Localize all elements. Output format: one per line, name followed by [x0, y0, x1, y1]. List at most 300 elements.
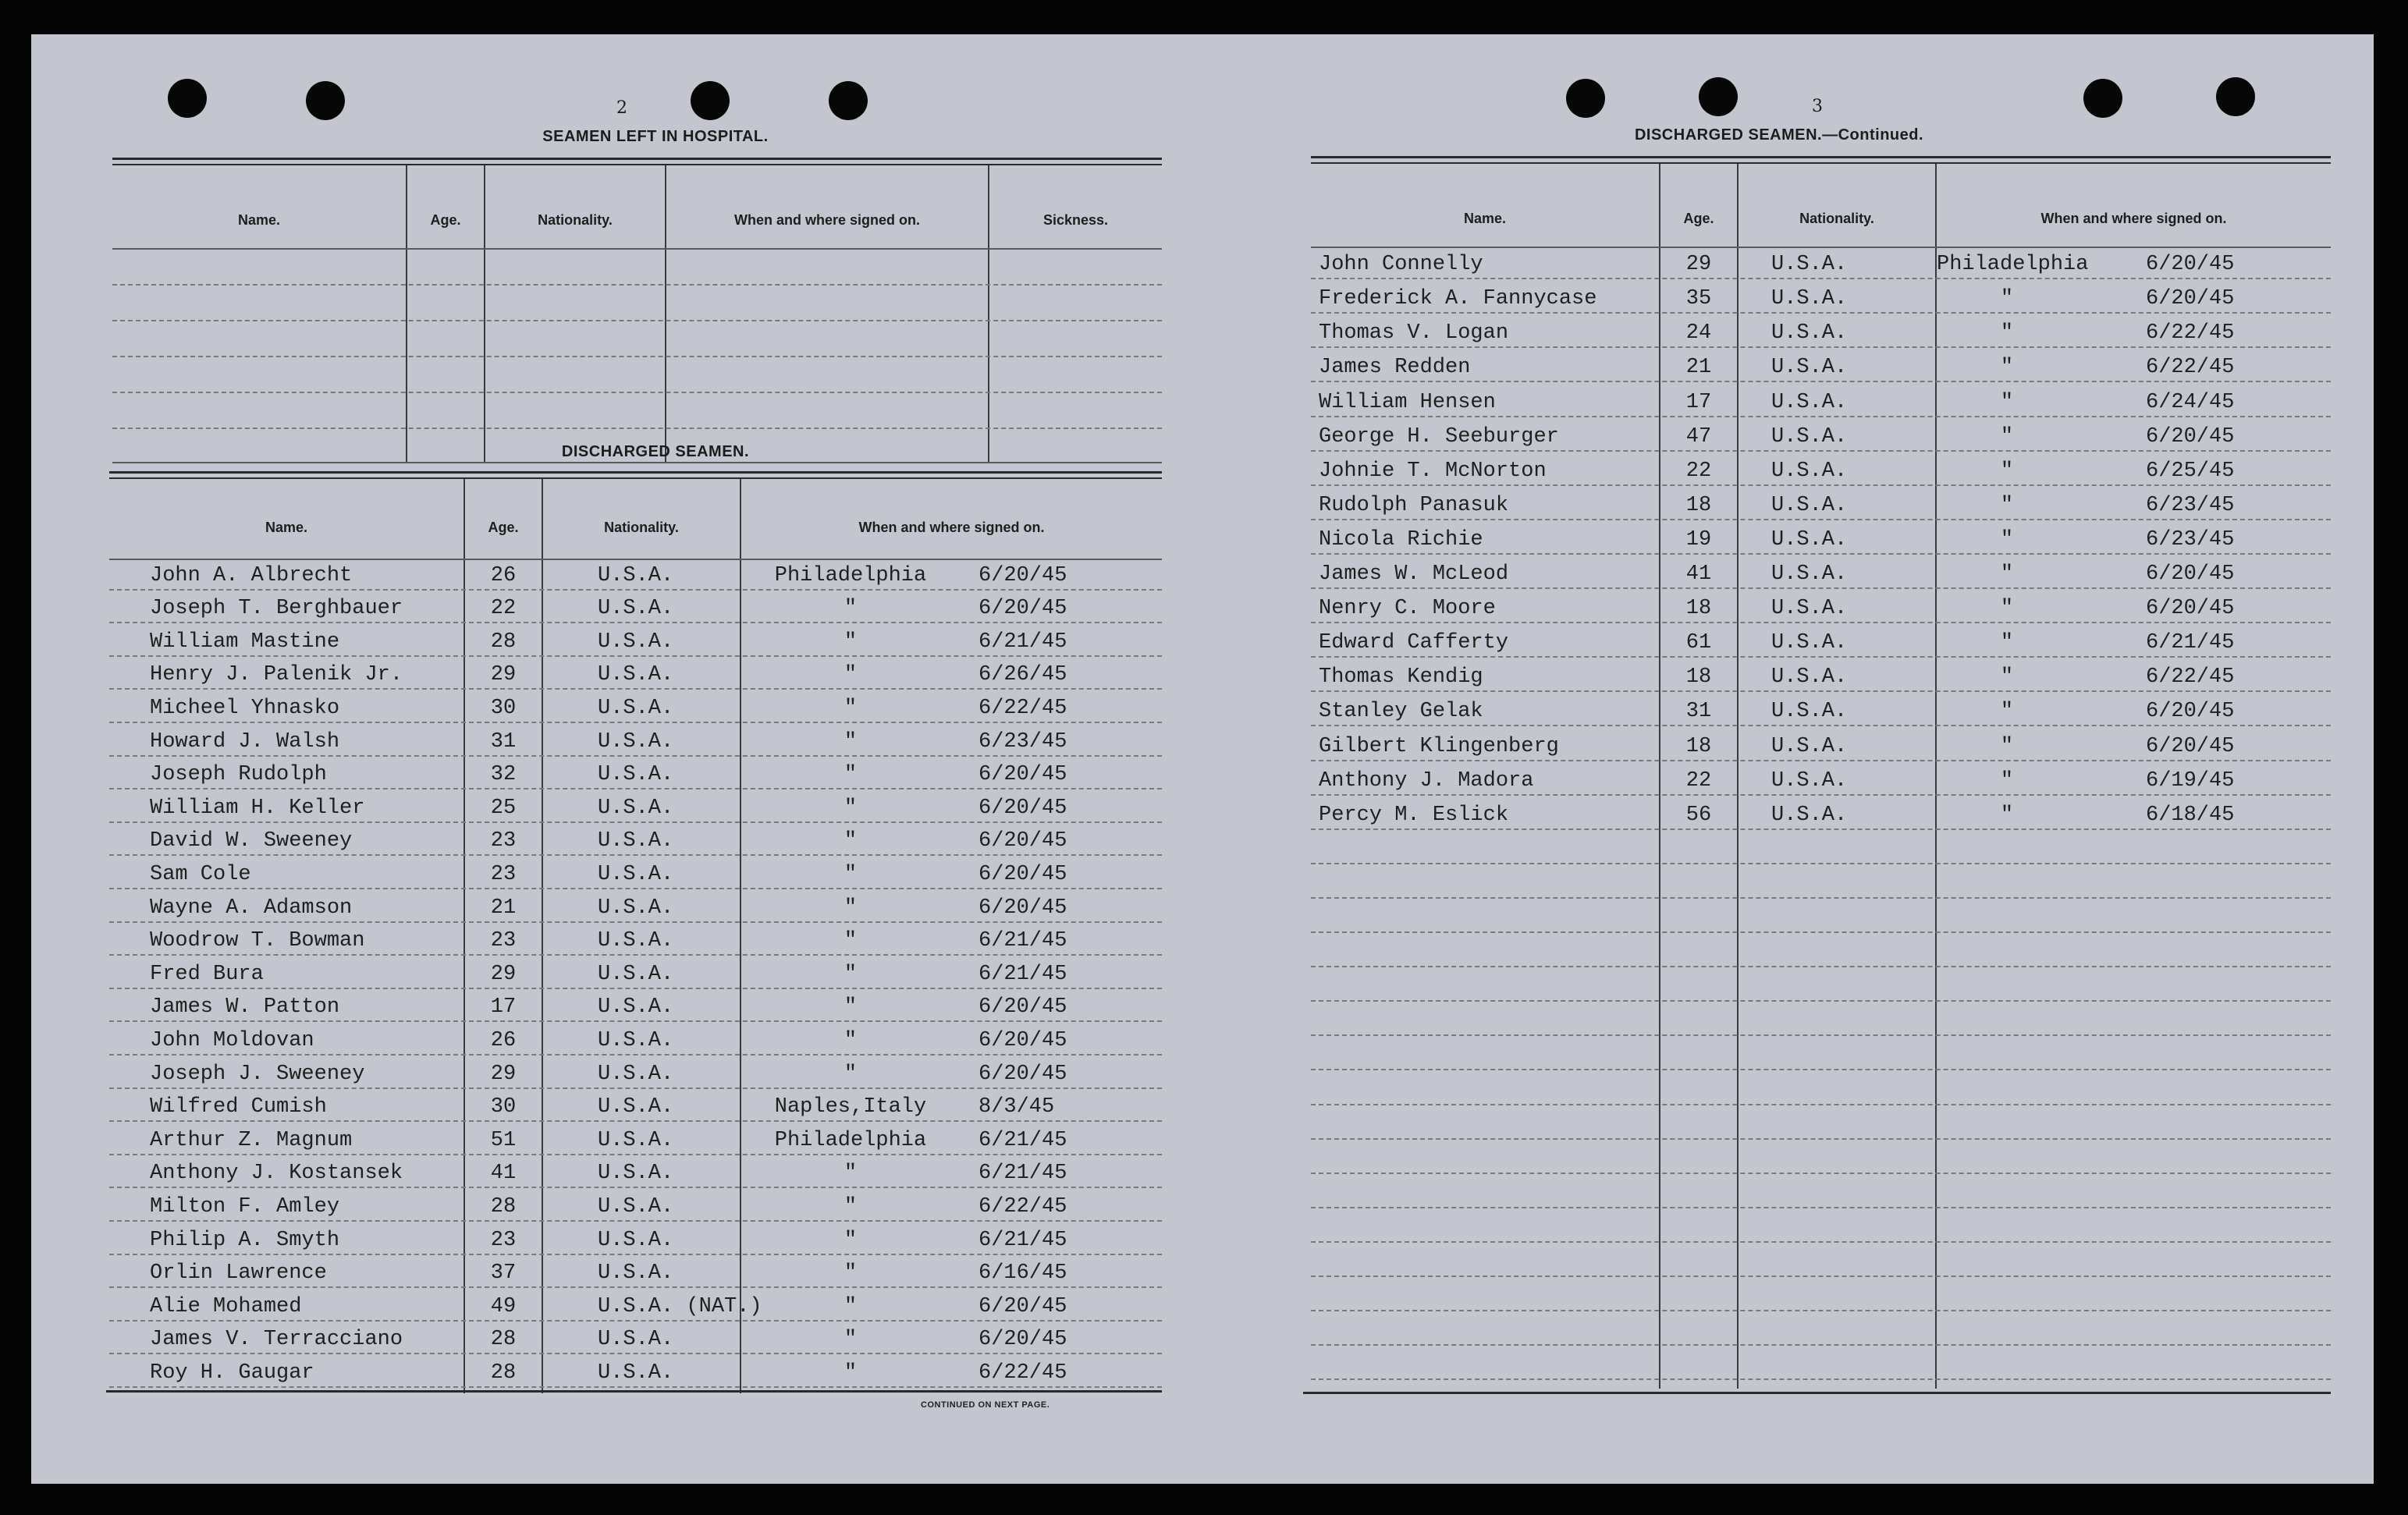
table-row: [109, 926, 1162, 954]
ruled-line: [1311, 725, 2331, 726]
ruled-line: [109, 1254, 1162, 1255]
seaman-age: 28: [490, 1328, 517, 1352]
ruled-line: [1311, 897, 2331, 899]
right-section-title: DISCHARGED SEAMEN.—Continued.: [1634, 126, 1924, 144]
signed-on-place: ": [844, 995, 858, 1020]
col-header-name: Name.: [1463, 211, 1507, 226]
table-bottom-rule: [106, 1390, 1162, 1393]
seaman-name: Nenry C. Moore: [1319, 597, 1496, 621]
table-row: [1303, 732, 2331, 760]
ruled-line: [1311, 416, 2331, 417]
signed-on-place: ": [2000, 665, 2014, 690]
ruled-line: [1311, 828, 2331, 830]
seaman-nationality: U.S.A.: [598, 1328, 674, 1352]
signed-on-place: ": [2000, 356, 2014, 380]
signed-on-place: ": [844, 597, 858, 621]
ruled-line: [1311, 863, 2331, 864]
signed-on-date: 6/20/45: [978, 763, 1067, 787]
table-row: [1303, 284, 2331, 312]
seaman-name: Wilfred Cumish: [150, 1095, 327, 1119]
ruled-line: [109, 1120, 1162, 1122]
table-row: [1303, 766, 2331, 794]
seaman-age: 21: [490, 896, 517, 920]
table-row: [1303, 662, 2331, 690]
seaman-age: 29: [1685, 253, 1712, 277]
signed-on-date: 6/20/45: [978, 1328, 1067, 1352]
signed-on-place: Philadelphia: [774, 1128, 927, 1152]
seaman-name: Anthony J. Madora: [1319, 768, 1534, 793]
seaman-name: William Hensen: [1319, 390, 1496, 414]
signed-on-date: 6/23/45: [2146, 527, 2235, 552]
seaman-age: 23: [490, 929, 517, 953]
table-row: [109, 1325, 1162, 1353]
seaman-age: 18: [1685, 734, 1712, 758]
table-row: [109, 660, 1162, 688]
seaman-nationality: U.S.A.: [598, 929, 674, 953]
seaman-age: 26: [490, 1029, 517, 1052]
page-number: 2: [616, 98, 627, 118]
seaman-name: William Mastine: [150, 630, 340, 654]
ruled-line: [1311, 1173, 2331, 1174]
seaman-nationality: U.S.A.: [598, 729, 674, 754]
signed-on-place: ": [844, 1162, 858, 1186]
ruled-line: [109, 1286, 1162, 1288]
seaman-age: 23: [490, 829, 517, 853]
signed-on-place: Philadelphia: [774, 563, 927, 587]
ruled-line: [109, 988, 1162, 989]
table-row: [109, 1258, 1162, 1286]
seaman-age: 25: [490, 796, 517, 820]
signed-on-place: ": [2000, 562, 2014, 586]
table-row: [109, 960, 1162, 988]
table-row: [109, 1158, 1162, 1187]
ruled-line: [109, 1353, 1162, 1354]
right-page: [1202, 34, 2374, 1484]
signed-on-place: ": [2000, 287, 2014, 311]
signed-on-place: ": [844, 962, 858, 986]
signed-on-date: 6/16/45: [978, 1261, 1067, 1286]
signed-on-place: ": [2000, 527, 2014, 552]
seaman-age: 28: [490, 1195, 517, 1219]
col-header-signed-on: When and where signed on.: [858, 520, 1045, 535]
signed-on-date: 6/20/45: [978, 1294, 1067, 1318]
signed-on-place: ": [844, 1261, 858, 1286]
signed-on-place: ": [844, 829, 858, 853]
discharged-table: [109, 479, 1162, 1393]
table-row: [109, 893, 1162, 921]
seaman-name: Edward Cafferty: [1319, 631, 1509, 655]
seaman-name: Nicola Richie: [1319, 527, 1483, 552]
seaman-name: James W. McLeod: [1319, 562, 1509, 586]
signed-on-place: ": [2000, 321, 2014, 346]
signed-on-place: ": [844, 697, 858, 720]
ruled-line: [1311, 519, 2331, 520]
ruled-line: [112, 320, 1162, 321]
seaman-age: 22: [490, 597, 517, 621]
signed-on-date: 6/20/45: [978, 995, 1067, 1020]
seaman-name: Anthony J. Kostansek: [150, 1162, 403, 1186]
seaman-name: Frederick A. Fannycase: [1319, 287, 1597, 311]
signed-on-date: 6/20/45: [2146, 597, 2235, 621]
ruled-line: [1311, 450, 2331, 452]
signed-on-place: ": [2000, 768, 2014, 793]
ruled-line: [112, 392, 1162, 393]
signed-on-date: 6/20/45: [978, 896, 1067, 920]
seaman-nationality: U.S.A.: [598, 1095, 674, 1119]
signed-on-place: ": [2000, 631, 2014, 655]
table-row: [1303, 559, 2331, 587]
signed-on-place: ": [844, 1328, 858, 1352]
signed-on-place: ": [844, 929, 858, 953]
signed-on-date: 6/25/45: [2146, 459, 2235, 483]
seaman-nationality: U.S.A.: [598, 697, 674, 720]
ruled-line: [112, 356, 1162, 357]
signed-on-date: 6/22/45: [2146, 321, 2235, 346]
table-row: [1303, 250, 2331, 278]
signed-on-place: ": [2000, 734, 2014, 758]
seaman-name: Stanley Gelak: [1319, 700, 1483, 724]
signed-on-date: 6/21/45: [978, 1128, 1067, 1152]
ruled-line: [1311, 1207, 2331, 1208]
col-header-age: Age.: [488, 520, 519, 535]
ruled-line: [109, 1087, 1162, 1089]
table-row: [109, 627, 1162, 655]
seaman-name: Arthur Z. Magnum: [150, 1128, 353, 1152]
seaman-nationality: U.S.A.: [1771, 700, 1848, 724]
signed-on-date: 6/20/45: [2146, 287, 2235, 311]
signed-on-place: ": [844, 863, 858, 886]
ruled-line: [1311, 931, 2331, 933]
seaman-age: 30: [490, 1095, 517, 1119]
signed-on-date: 6/23/45: [2146, 493, 2235, 517]
seaman-nationality: U.S.A. (NAT.): [598, 1294, 762, 1318]
header-divider: [1311, 247, 2331, 248]
table-row: [109, 561, 1162, 589]
discharged-section-title: DISCHARGED SEAMEN.: [561, 443, 750, 460]
seaman-age: 35: [1685, 287, 1712, 311]
table-row: [1303, 456, 2331, 484]
signed-on-place: ": [2000, 459, 2014, 483]
seaman-nationality: U.S.A.: [598, 1261, 674, 1286]
seaman-name: Alie Mohamed: [150, 1294, 302, 1318]
signed-on-date: 6/18/45: [2146, 803, 2235, 827]
seaman-nationality: U.S.A.: [1771, 527, 1848, 552]
seaman-age: 37: [490, 1261, 517, 1286]
left-page: [31, 34, 1202, 1484]
signed-on-date: 6/23/45: [978, 729, 1067, 754]
table-row: [1303, 491, 2331, 519]
ruled-line: [1311, 656, 2331, 658]
seaman-nationality: U.S.A.: [598, 763, 674, 787]
signed-on-date: 6/20/45: [2146, 734, 2235, 758]
seaman-nationality: U.S.A.: [598, 1128, 674, 1152]
table-row: [1303, 525, 2331, 553]
signed-on-place: ": [844, 663, 858, 687]
table-row: [109, 1126, 1162, 1154]
seaman-nationality: U.S.A.: [598, 863, 674, 886]
seaman-age: 32: [490, 763, 517, 787]
table-row: [109, 1092, 1162, 1120]
ruled-line: [1311, 690, 2331, 692]
ruled-line: [1311, 966, 2331, 967]
seaman-nationality: U.S.A.: [1771, 768, 1848, 793]
ruled-line: [1311, 1310, 2331, 1311]
signed-on-date: 6/19/45: [2146, 768, 2235, 793]
hospital-section-title: SEAMEN LEFT IN HOSPITAL.: [542, 128, 769, 145]
signed-on-date: 6/20/45: [2146, 700, 2235, 724]
header-divider: [112, 248, 1162, 250]
seaman-nationality: U.S.A.: [1771, 631, 1848, 655]
seaman-nationality: U.S.A.: [1771, 390, 1848, 414]
seaman-age: 18: [1685, 665, 1712, 690]
col-header-age: Age.: [1683, 211, 1714, 226]
signed-on-date: 6/20/45: [978, 597, 1067, 621]
col-header-signed-on: When and where signed on.: [733, 212, 921, 228]
discharged-table-continued: [1303, 164, 2331, 1398]
ruled-line: [109, 655, 1162, 657]
ruled-line: [109, 1386, 1162, 1388]
signed-on-place: ": [2000, 390, 2014, 414]
ruled-line: [1311, 312, 2331, 314]
table-row: [109, 826, 1162, 854]
signed-on-date: 6/22/45: [2146, 356, 2235, 380]
signed-on-date: 6/26/45: [978, 663, 1067, 687]
signed-on-date: 6/21/45: [978, 1162, 1067, 1186]
ruled-line: [1311, 1069, 2331, 1070]
table-row: [1303, 594, 2331, 622]
seaman-age: 30: [490, 697, 517, 720]
seaman-age: 24: [1685, 321, 1712, 346]
seaman-age: 19: [1685, 527, 1712, 552]
seaman-name: Micheel Yhnasko: [150, 697, 340, 720]
signed-on-place: ": [2000, 493, 2014, 517]
seaman-nationality: U.S.A.: [598, 896, 674, 920]
seaman-name: Joseph Rudolph: [150, 763, 327, 787]
seaman-nationality: U.S.A.: [1771, 321, 1848, 346]
table-row: [109, 1292, 1162, 1320]
seaman-nationality: U.S.A.: [598, 1195, 674, 1219]
signed-on-date: 6/20/45: [978, 829, 1067, 853]
seaman-age: 22: [1685, 768, 1712, 793]
col-header-age: Age.: [430, 212, 461, 228]
seaman-age: 17: [490, 995, 517, 1020]
section-rule: [109, 471, 1162, 479]
seaman-age: 29: [490, 962, 517, 986]
ruled-line: [1311, 1276, 2331, 1277]
table-row: [1303, 353, 2331, 381]
signed-on-date: 6/20/45: [2146, 562, 2235, 586]
signed-on-place: ": [2000, 700, 2014, 724]
seaman-name: Rudolph Panasuk: [1319, 493, 1509, 517]
col-header-nationality: Nationality.: [538, 212, 613, 228]
ruled-line: [1311, 381, 2331, 382]
seaman-name: Percy M. Eslick: [1319, 803, 1509, 827]
col-header-sickness: Sickness.: [1042, 212, 1109, 228]
signed-on-date: 6/20/45: [2146, 424, 2235, 449]
seaman-age: 61: [1685, 631, 1712, 655]
seaman-name: Thomas Kendig: [1319, 665, 1483, 690]
signed-on-place: ": [844, 630, 858, 654]
seaman-age: 56: [1685, 803, 1712, 827]
signed-on-place: ": [844, 1195, 858, 1219]
page-number: 3: [1812, 97, 1823, 116]
seaman-nationality: U.S.A.: [598, 1228, 674, 1252]
record-sheet: [31, 34, 2374, 1484]
ruled-line: [1311, 1378, 2331, 1380]
ruled-line: [109, 954, 1162, 956]
signed-on-date: 6/21/45: [2146, 631, 2235, 655]
table-row: [1303, 318, 2331, 346]
signed-on-place: ": [2000, 803, 2014, 827]
seaman-name: George H. Seeburger: [1319, 424, 1559, 449]
seaman-name: William H. Keller: [150, 796, 365, 820]
seaman-age: 41: [1685, 562, 1712, 586]
table-row: [109, 1358, 1162, 1386]
ruled-line: [1311, 278, 2331, 279]
table-row: [109, 1226, 1162, 1254]
ruled-line: [112, 462, 1162, 463]
ruled-line: [1311, 622, 2331, 623]
column-divider: [988, 165, 989, 463]
seaman-nationality: U.S.A.: [1771, 287, 1848, 311]
seaman-age: 17: [1685, 390, 1712, 414]
ruled-line: [109, 722, 1162, 723]
ruled-line: [109, 854, 1162, 856]
ruled-line: [109, 1020, 1162, 1022]
ruled-line: [112, 428, 1162, 429]
seaman-age: 26: [490, 563, 517, 587]
seaman-age: 18: [1685, 493, 1712, 517]
seaman-age: 21: [1685, 356, 1712, 380]
table-row: [109, 1192, 1162, 1220]
ruled-line: [109, 755, 1162, 757]
seaman-nationality: U.S.A.: [598, 1162, 674, 1186]
seaman-nationality: U.S.A.: [1771, 356, 1848, 380]
signed-on-date: 6/20/45: [978, 863, 1067, 886]
ruled-line: [112, 284, 1162, 286]
seaman-age: 23: [490, 1228, 517, 1252]
seaman-name: Joseph J. Sweeney: [150, 1062, 365, 1086]
seaman-nationality: U.S.A.: [1771, 734, 1848, 758]
hospital-table: [112, 165, 1162, 463]
seaman-name: Johnie T. McNorton: [1319, 459, 1547, 483]
seaman-name: Philip A. Smyth: [150, 1228, 340, 1252]
seaman-age: 22: [1685, 459, 1712, 483]
ruled-line: [109, 622, 1162, 623]
seaman-nationality: U.S.A.: [598, 995, 674, 1020]
table-row: [109, 992, 1162, 1020]
seaman-age: 41: [490, 1162, 517, 1186]
seaman-nationality: U.S.A.: [598, 563, 674, 587]
ruled-line: [1311, 484, 2331, 486]
ruled-line: [109, 821, 1162, 823]
ruled-line: [109, 1054, 1162, 1056]
table-row: [109, 694, 1162, 722]
seaman-age: 29: [490, 663, 517, 687]
col-header-name: Name.: [237, 212, 281, 228]
seaman-name: Fred Bura: [150, 962, 264, 986]
signed-on-place: ": [844, 796, 858, 820]
col-header-nationality: Nationality.: [604, 520, 679, 535]
ruled-line: [109, 888, 1162, 889]
seaman-age: 49: [490, 1294, 517, 1318]
ruled-line: [1311, 346, 2331, 348]
seaman-name: Orlin Lawrence: [150, 1261, 327, 1286]
signed-on-date: 6/21/45: [978, 929, 1067, 953]
col-header-name: Name.: [265, 520, 308, 535]
table-row: [109, 1026, 1162, 1054]
seaman-nationality: U.S.A.: [598, 1062, 674, 1086]
ruled-line: [109, 688, 1162, 690]
signed-on-place: ": [844, 896, 858, 920]
seaman-nationality: U.S.A.: [1771, 493, 1848, 517]
table-row: [1303, 800, 2331, 828]
seaman-name: Thomas V. Logan: [1319, 321, 1509, 346]
signed-on-place: ": [844, 729, 858, 754]
section-rule: [1311, 156, 2331, 164]
signed-on-date: 6/20/45: [978, 1029, 1067, 1052]
signed-on-date: 8/3/45: [978, 1095, 1055, 1119]
seaman-age: 31: [490, 729, 517, 754]
seaman-name: Henry J. Palenik Jr.: [150, 663, 403, 687]
ruled-line: [1311, 587, 2331, 589]
ruled-line: [1311, 1104, 2331, 1105]
seaman-age: 31: [1685, 700, 1712, 724]
seaman-nationality: U.S.A.: [1771, 665, 1848, 690]
seaman-age: 28: [490, 1361, 517, 1385]
seaman-name: Joseph T. Berghbauer: [150, 597, 403, 621]
col-header-signed-on: When and where signed on.: [2040, 211, 2227, 226]
col-header-nationality: Nationality.: [1799, 211, 1874, 226]
ruled-line: [109, 1220, 1162, 1222]
table-row: [109, 860, 1162, 888]
seaman-nationality: U.S.A.: [598, 663, 674, 687]
ruled-line: [1311, 1241, 2331, 1243]
ruled-line: [109, 788, 1162, 789]
ruled-line: [1311, 1344, 2331, 1346]
table-row: [109, 793, 1162, 821]
seaman-nationality: U.S.A.: [1771, 459, 1848, 483]
seaman-name: James W. Patton: [150, 995, 340, 1020]
table-row: [1303, 628, 2331, 656]
signed-on-date: 6/20/45: [978, 1062, 1067, 1086]
seaman-nationality: U.S.A.: [598, 829, 674, 853]
seaman-name: Howard J. Walsh: [150, 729, 340, 754]
signed-on-place: Philadelphia: [1937, 253, 2089, 277]
signed-on-date: 6/22/45: [2146, 665, 2235, 690]
seaman-name: John A. Albrecht: [150, 563, 353, 587]
seaman-age: 29: [490, 1062, 517, 1086]
signed-on-date: 6/21/45: [978, 962, 1067, 986]
seaman-age: 28: [490, 630, 517, 654]
signed-on-place: ": [844, 1361, 858, 1385]
ruled-line: [1311, 794, 2331, 796]
ruled-line: [109, 1320, 1162, 1322]
continued-footer: CONTINUED ON NEXT PAGE.: [921, 1400, 1050, 1410]
table-row: [109, 760, 1162, 788]
column-divider: [665, 165, 666, 463]
signed-on-place: ": [844, 1029, 858, 1052]
section-rule: [112, 158, 1162, 165]
signed-on-place: ": [844, 1062, 858, 1086]
signed-on-date: 6/22/45: [978, 697, 1067, 720]
seaman-nationality: U.S.A.: [1771, 253, 1848, 277]
column-divider: [484, 165, 485, 463]
table-row: [109, 1059, 1162, 1087]
signed-on-date: 6/22/45: [978, 1361, 1067, 1385]
seaman-nationality: U.S.A.: [598, 630, 674, 654]
signed-on-date: 6/21/45: [978, 1228, 1067, 1252]
